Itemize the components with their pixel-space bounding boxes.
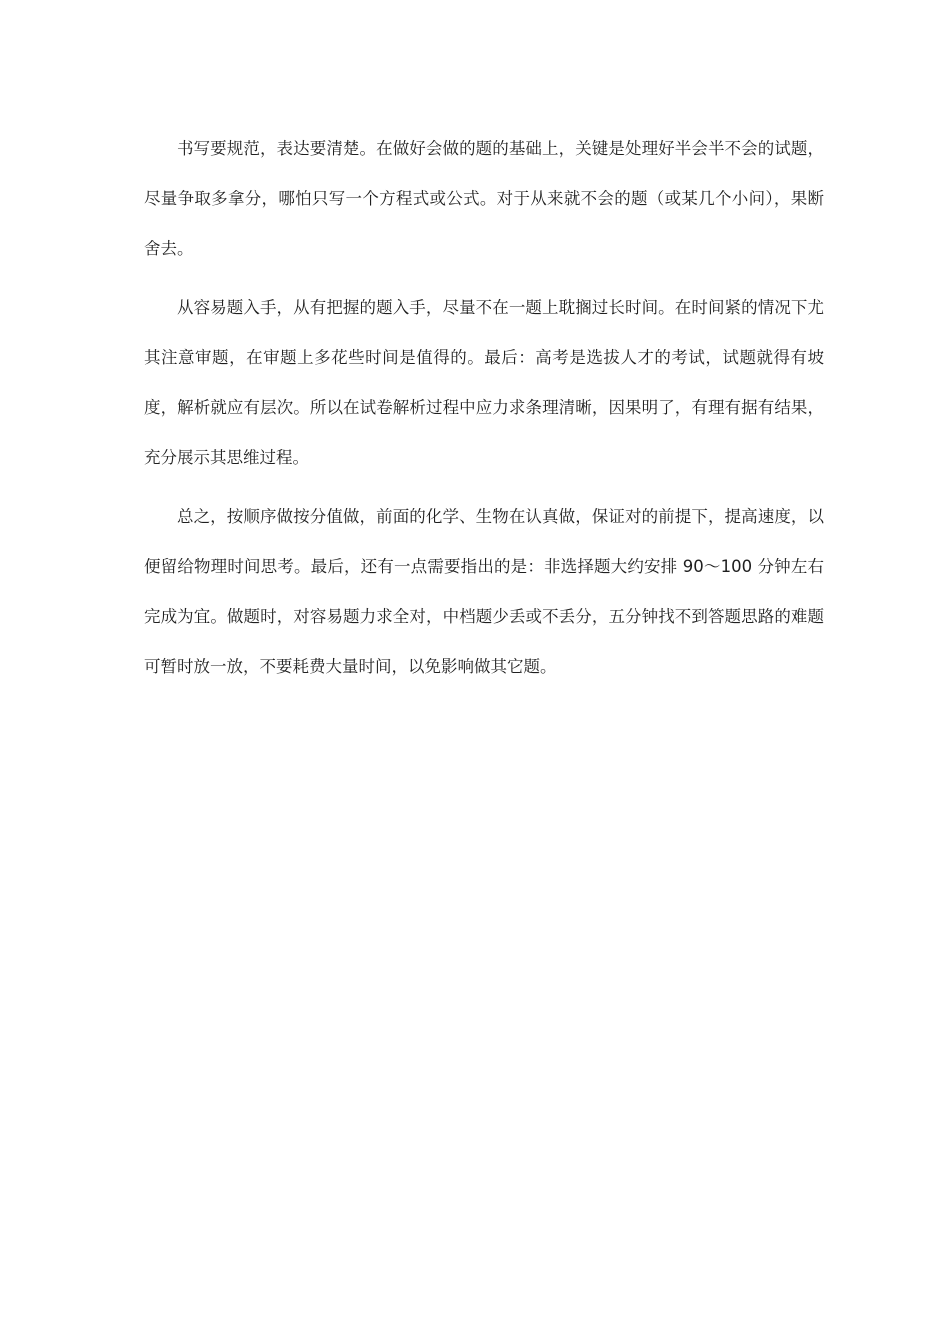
document-body bbox=[144, 124, 824, 701]
paragraph-2: 从容易题入手，从有把握的题入手，尽量不在一题上耽搁过长时间。在时间紧的情况下尤其注意审题，在审题上多花些时间是值得的。最后：高考是选拔人才的考试，试题就得有坡度，解析就应有层次。所以在试卷解析过程中应力求条理清晰，因果明了，有理有据有结果，充分展示其思维过程。 bbox=[144, 298, 824, 467]
paragraph-1: 书写要规范，表达要清楚。在做好会做的题的基础上，关键是处理好半会半不会的试题，尽量争取多拿分，哪怕只写一个方程式或公式。对于从来就不会的题（或某几个小问），果断舍去。 bbox=[144, 139, 824, 258]
paragraph-3: 总之，按顺序做按分值做，前面的化学、生物在认真做，保证对的前提下，提高速度，以便留给物理时间思考。最后，还有一点需要指出的是：非选择题大约安排 90～100 分钟左右完成为宜。做题时，对容易题力求全对，中档题少丢或不丢分，五分钟找不到答题思路的难题可暂时放一放，不要耗费大量时间，以免影响做其它题。 bbox=[144, 507, 824, 676]
